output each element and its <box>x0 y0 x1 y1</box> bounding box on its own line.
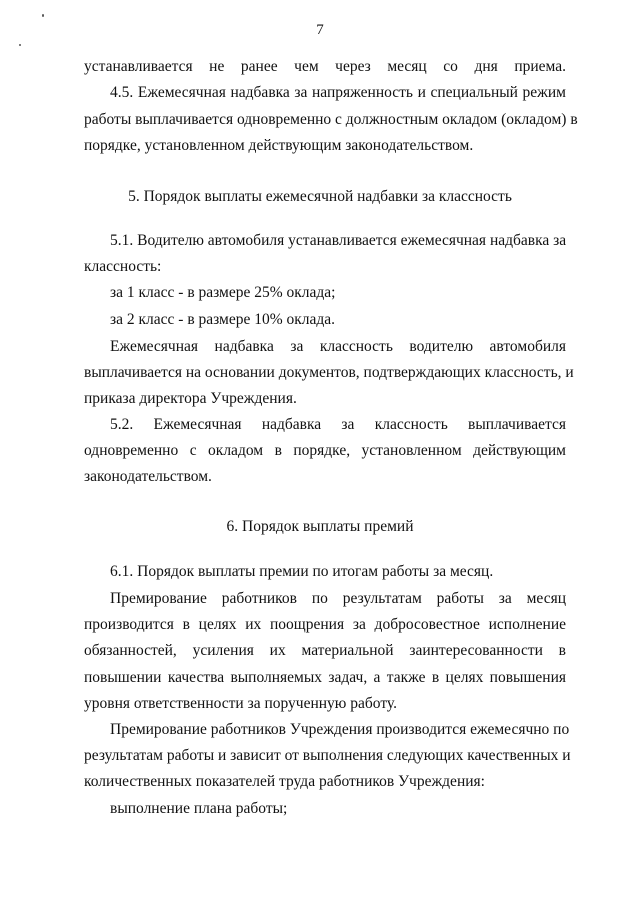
list-item: за 2 класс - в размере 10% оклада. <box>110 311 336 328</box>
scan-speck <box>19 44 21 46</box>
text-line: Премирование работников по результатам работы за месяц <box>110 590 566 607</box>
text-line: выплачивается на основании документов, подтверждающих классность, и <box>84 364 574 381</box>
list-item: выполнение плана работы; <box>110 800 288 817</box>
scan-speck <box>42 14 44 17</box>
page-number: 7 <box>316 22 324 38</box>
text-line: обязанностей, усиления их материальной заинтересованности в <box>84 642 566 659</box>
text-line: количественных показателей труда работников Учреждения: <box>84 773 485 790</box>
paragraph-5-1: 5.1. Водителю автомобиля устанавливается ежемесячная надбавка за <box>110 232 567 249</box>
section-heading-6: 6. Порядок выплаты премий <box>226 518 414 535</box>
text-line: Премирование работников Учреждения производится ежемесячно по <box>110 721 570 738</box>
text-line: Ежемесячная надбавка за классность водителю автомобиля <box>110 338 566 355</box>
paragraph-6-1: 6.1. Порядок выплаты премии по итогам работы за месяц. <box>110 563 494 580</box>
section-heading-5: 5. Порядок выплаты ежемесячной надбавки за классность <box>128 188 512 205</box>
paragraph-4-5: 4.5. Ежемесячная надбавка за напряженность и специальный режим <box>110 84 566 101</box>
text-line: устанавливается не ранее чем через месяц со дня приема. <box>84 58 566 75</box>
text-line: одновременно с окладом в порядке, установленном действующим <box>84 442 566 459</box>
list-item: за 1 класс - в размере 25% оклада; <box>110 284 336 301</box>
paragraph-5-2: 5.2. Ежемесячная надбавка за классность выплачивается <box>110 416 566 433</box>
text-line: повышении качества выполняемых задач, а также в целях повышения <box>84 669 566 686</box>
text-line: работы выплачивается одновременно с должностным окладом (окладом) в <box>84 111 578 128</box>
text-line: порядке, установленном действующим законодательством. <box>84 137 474 154</box>
text-line: производится в целях их поощрения за добросовестное исполнение <box>84 616 566 633</box>
text-line: уровня ответственности за порученную работу. <box>84 695 397 712</box>
text-line: классность: <box>84 258 162 275</box>
text-line: результатам работы и зависит от выполнения следующих качественных и <box>84 747 571 764</box>
text-line: приказа директора Учреждения. <box>84 390 297 407</box>
text-line: законодательством. <box>84 468 212 485</box>
